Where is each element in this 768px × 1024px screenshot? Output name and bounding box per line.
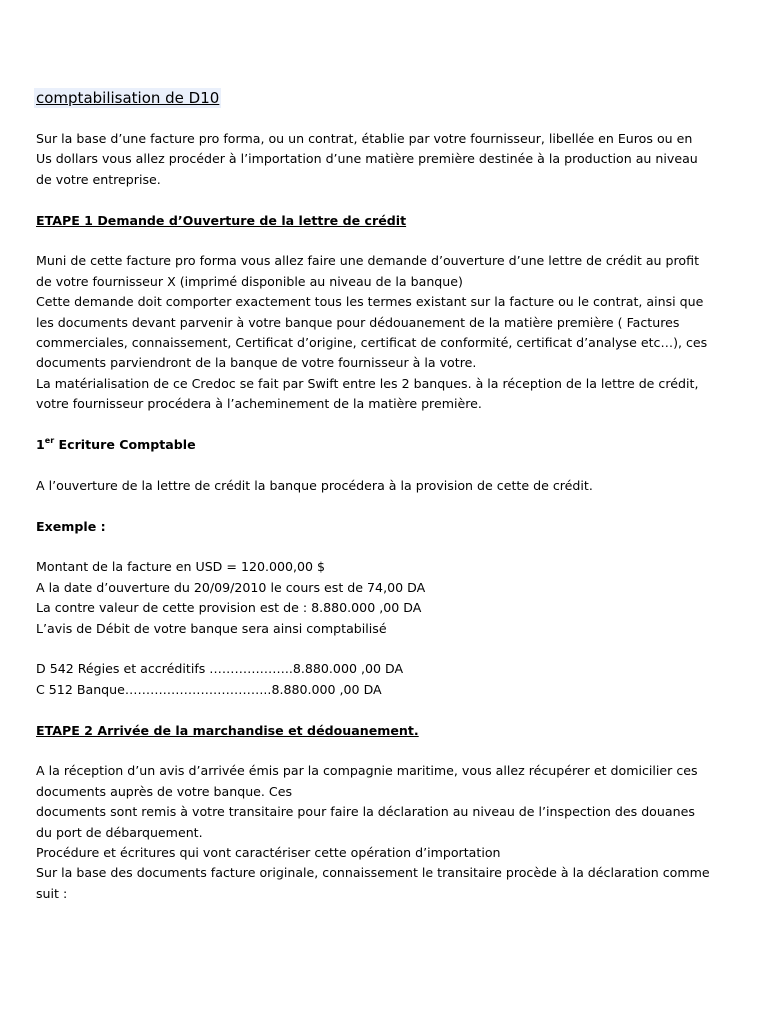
etape1-line: les documents devant parvenir à votre banque pour dédouanement de la matière première ( Factures: [36, 314, 680, 330]
ecriture1-superscript: er: [44, 435, 55, 445]
intro-line: de votre entreprise.: [36, 171, 161, 187]
ecriture1-heading-text: Ecriture Comptable: [54, 437, 196, 453]
etape1-line: votre fournisseur procédera à l’acheminement de la matière première.: [36, 396, 482, 412]
etape2-paragraph: [36, 761, 732, 904]
etape2-line: suit :: [36, 885, 68, 901]
etape2-line: Sur la base des documents facture originale, connaissement le transitaire procède à la déclaration comme: [36, 865, 710, 881]
etape1-line: Muni de cette facture pro forma vous allez faire une demande d’ouverture d’une lettre de crédit au profit: [36, 253, 700, 269]
exemple-line: A la date d’ouverture du 20/09/2010 le cours est de 74,00 DA: [36, 579, 426, 595]
intro-line: Us dollars vous allez procéder à l’importation d’une matière première destinée à la production au niveau: [36, 151, 698, 167]
etape2-line: documents auprès de votre banque. Ces: [36, 783, 293, 799]
journal-entry-credit: C 512 Banque……………………………..8.880.000 ,00 DA: [36, 681, 382, 697]
etape2-line: du port de débarquement.: [36, 824, 203, 840]
etape1-line: Cette demande doit comporter exactement tous les termes existant sur la facture ou le contrat, ainsi que: [36, 294, 704, 310]
exemple-paragraph: [36, 557, 732, 639]
intro-paragraph: [36, 129, 732, 190]
etape2-line: Procédure et écritures qui vont caractériser cette opération d’importation: [36, 845, 501, 861]
ecriture1-line: A l’ouverture de la lettre de crédit la banque procédera à la provision de cette de crédit.: [36, 477, 593, 493]
etape1-line: commerciales, connaissement, Certificat d’origine, certificat de conformité, certificat d’analyse etc…), ces: [36, 335, 708, 351]
journal-entry-debit: D 542 Régies et accréditifs ………………..8.880.000 ,00 DA: [36, 661, 404, 677]
intro-line: Sur la base d’une facture pro forma, ou un contrat, établie par votre fournisseur, libellée en Euros ou en: [36, 131, 693, 146]
document-title: comptabilisation de D10: [36, 89, 220, 107]
etape1-paragraph: [36, 251, 732, 414]
exemple-line: Montant de la facture en USD = 120.000,00 $: [36, 559, 326, 575]
ecriture1-number: 1: [36, 437, 45, 453]
etape1-line: documents parviendront de la banque de votre fournisseur à la votre.: [36, 355, 477, 371]
etape2-line: A la réception d’un avis d’arrivée émis par la compagnie maritime, vous allez récupérer et domicilier ces: [36, 763, 698, 779]
exemple-line: L’avis de Débit de votre banque sera ainsi comptabilisé: [36, 620, 387, 636]
exemple-heading: Exemple :: [36, 518, 106, 534]
etape2-line: documents sont remis à votre transitaire pour faire la déclaration au niveau de l’inspection des douanes: [36, 804, 695, 820]
journal-entries: [36, 659, 732, 700]
ecriture1-heading: [36, 435, 732, 455]
etape1-line: de votre fournisseur X (imprimé disponible au niveau de la banque): [36, 273, 463, 289]
etape1-heading: ETAPE 1 Demande d’Ouverture de la lettre de crédit: [36, 212, 407, 228]
etape2-heading: ETAPE 2 Arrivée de la marchandise et dédouanement.: [36, 722, 419, 738]
etape1-line: La matérialisation de ce Credoc se fait par Swift entre les 2 banques. à la réception de la lettre de crédit,: [36, 375, 699, 391]
exemple-line: La contre valeur de cette provision est de : 8.880.000 ,00 DA: [36, 600, 422, 616]
